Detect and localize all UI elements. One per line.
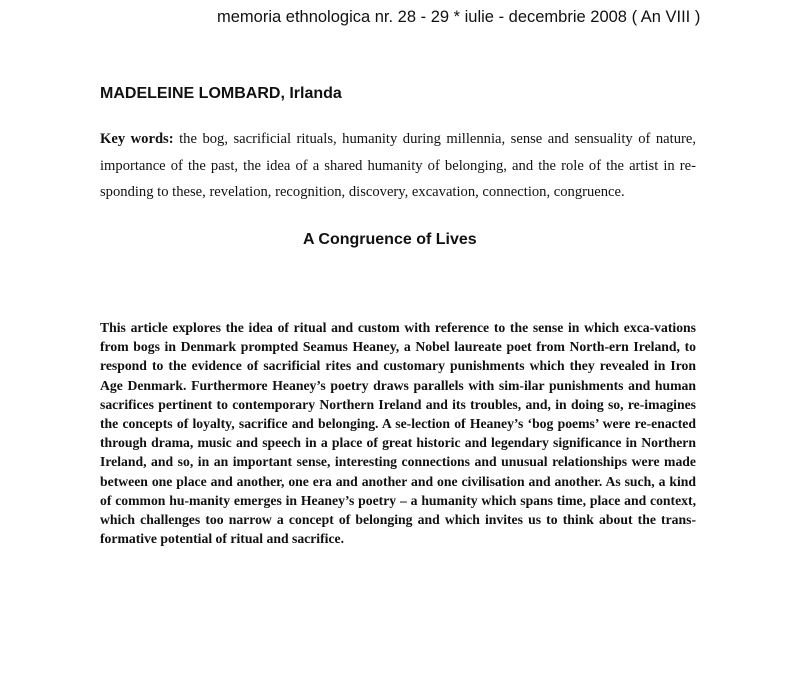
author-line: MADELEINE LOMBARD, Irlanda: [100, 85, 342, 102]
keywords-text: the bog, sacrificial rituals, humanity during millennia, sense and sensuality of nature, importance of the past, the idea of a shared humanity of belonging, and the role of the artist in re-sponding to these, revelation, recognition, discovery, excavation, connection, congruence.: [100, 131, 696, 200]
running-header: memoria ethnologica nr. 28 - 29 * iulie - decembrie 2008 ( An VIII ): [217, 8, 701, 26]
keywords-label: Key words:: [100, 131, 174, 147]
article-title: A Congruence of Lives: [303, 231, 477, 248]
keywords-paragraph: [100, 126, 696, 206]
abstract-paragraph: This article explores the idea of ritual and custom with reference to the sense in which exca-vations from bogs in Denmark prompted Seamus Heaney, a Nobel laureate poet from North-ern Ireland, to respond to the evidence of sacrificial rites and customary punishments which they revealed in Iron Age Denmark. Furthermore Heaney’s poetry draws parallels with sim-ilar punishments and human sacrifices pertinent to contemporary Northern Ireland and its troubles, and, in doing so, re-imagines the concepts of loyalty, sacrifice and belonging. A se-lection of Heaney’s ‘bog poems’ were re-enacted through drama, music and speech in a place of great historic and legendary significance in Northern Ireland, and so, in an important sense, interesting connections and unusual relationships were made between one place and another, one era and another and one civilisation and another. As such, a kind of common hu-manity emerges in Heaney’s poetry – a humanity which spans time, place and context, which challenges too narrow a concept of belonging and which invites us to think about the trans-formative potential of ritual and sacrifice.: [100, 320, 696, 547]
